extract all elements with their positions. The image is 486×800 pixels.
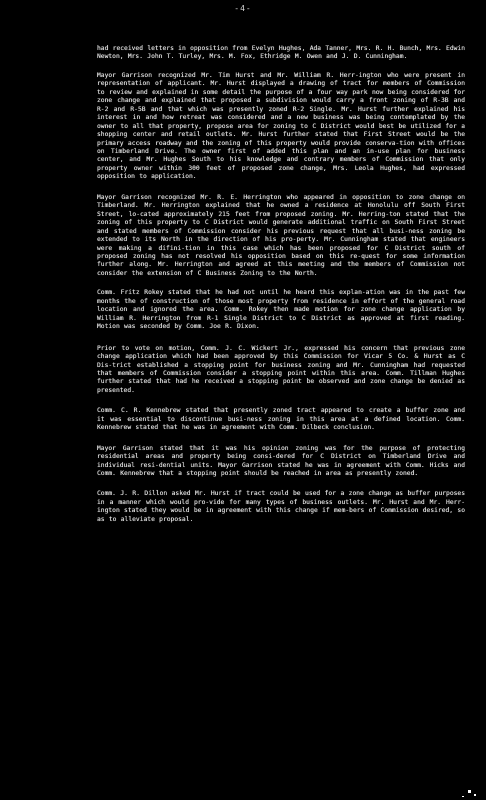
paragraph-herrington-opposition: Mayor Garrison recognized Mr. R. E. Herrington who appeared in opposition to zone change on Timberland. Mr. Herrington explained that he owned a residence at Honolulu off South First Street, lo-cated approximately 215 feet from proposed zoning. Mr. Herring-ton stated that the zoning of this property to C District would generate additional traffic on South First Street and stated members of Commission consider his previous request that all busi-ness zoning be extended to its North in the direction of his pro-perty. Mr. Cunningham stated that engineers were making a difini-tion in this case which has been proposed for C District south of proposed zoning has not resolved his opposition based on this re-quest for some information further along. Mr. Herrington and agreed at this meeting and the members of Commission not consider the extension of C Business Zoning to the North. (97, 193, 465, 277)
paragraph-opposition-letters: had received letters in opposition from Evelyn Hughes, Ada Tanner, Mrs. R. H. Bunch, Mrs. Edwin Newton, Mrs. John T. Turley, Mrs. M. Fox, Ethridge M. Owen and J. D. Cunningham. (97, 45, 465, 61)
paragraph-wickert-concern: Prior to vote on motion, Comm. J. C. Wickert Jr., expressed his concern that previous zone change application which had been approved by this Commission for Vicar 5 Co. & Hurst as C Dis-trict established a stopping point for business zoning and Mr. Cunningham had requested that members of Commission consider a stopping point within this area. Comm. Tillman Hughes further stated that had he received a stopping point be observed and zone change be denied as presented. (97, 344, 465, 394)
scan-speckle (474, 794, 476, 796)
paragraph-kennebrew-statement: Comm. C. R. Kennebrew stated that presently zoned tract appeared to create a buffer zone and it was essential to discontinue busi-ness zoning in this area at a defined location. Comm. Kennebrew stated that he was in agreement with Comm. Dilbeck conclusion. (97, 407, 465, 432)
paragraph-hurst-presentation: Mayor Garrison recognized Mr. Tim Hurst and Mr. William R. Herr-ington who were present in representation of applicant. Mr. Hurst displayed a drawing of tract for members of Commission to review and explained in some detail the purpose of a four way park now being considered for zone change and explained that proposed a subdivision would carry a front zoning of R-3B and R-2 and R-5B and that which was presently zoned R-2 Single. Mr. Hurst further explained his interest in and how retreat was considered and a new business was being contemplated by the owner to all that property, propose area for zoning to C District would best be utilized for a shopping center and retail outlets. Mr. Hurst further stated that First Street would be the primary access roadway and the zoning of this property would provide conserva-tion with offices on Timberland Drive. The owner first of added this plan and an in-use plan for business center, and Mr. Hughes South to his knowledge and contrary members of Commission that only property owner within 300 feet of proposed zone change, Mrs. Leola Hughes, had expressed opposition to application. (97, 71, 465, 181)
paragraph-rokey-motion: Comm. Fritz Rokey stated that he had not until he heard this explan-ation was in the past few months the of construction of those most property from residence in effort of the general road location and ignored the area. Comm. Rokey then made motion for zone change application by William R. Herrington from R-1 Single District to C District as approved at first reading. Motion was seconded by Comm. Joe R. Dixon. (97, 289, 465, 331)
page-number: -4- (234, 4, 252, 13)
scan-speckle (462, 796, 464, 797)
paragraph-garrison-opinion: Mayor Garrison stated that it was his opinion zoning was for the purpose of protecting residential areas and property being consi-dered for C District on Timberland Drive and individual resi-dential units. Mayor Garrison stated he was in agreement with Comm. Hicks and Comm. Kennebrew that a stopping point should be reached in area as presently zoned. (97, 444, 465, 478)
scan-speckle (468, 790, 471, 793)
paragraph-dillon-question: Comm. J. R. Dillon asked Mr. Hurst if tract could be used for a zone change as buffer purposes in a manner which would pro-vide for many types of business outlets. Mr. Hurst and Mr. Herr-ington stated they would be in agreement with this change if mem-bers of Commission desired, so as to alleviate proposal. (97, 490, 465, 523)
minutes-body (97, 45, 465, 535)
